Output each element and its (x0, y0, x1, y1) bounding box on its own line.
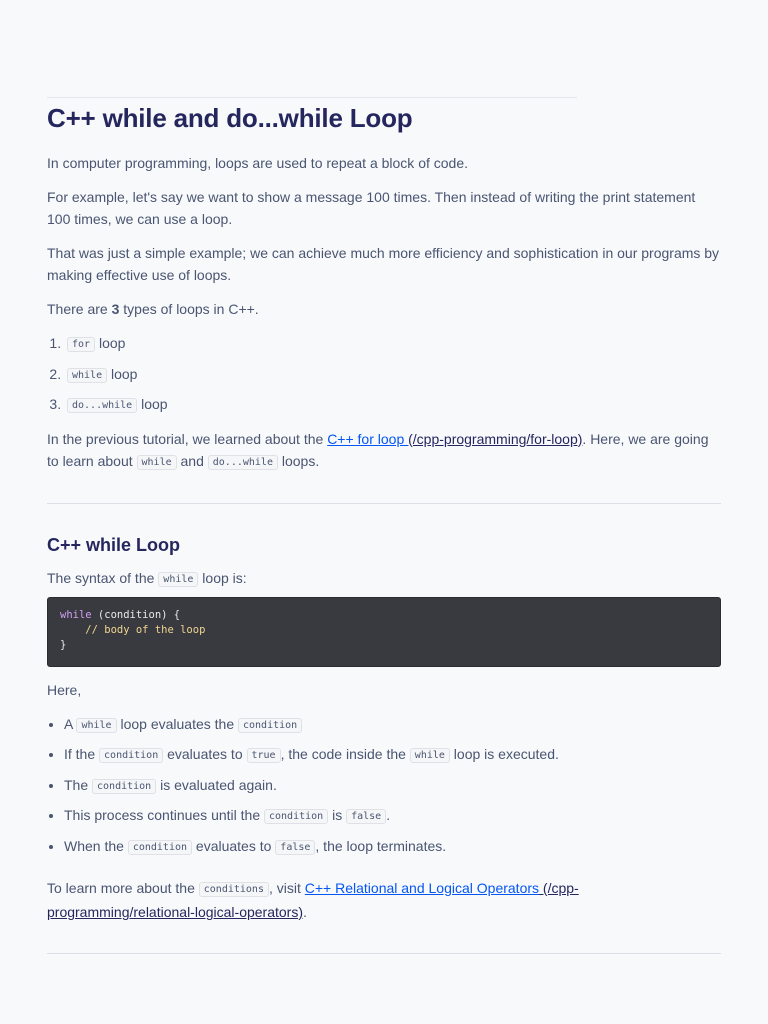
list-item (64, 713, 721, 744)
article-content (47, 100, 721, 954)
types-count: 3 (111, 301, 120, 317)
code-line-1: (condition) { (91, 608, 181, 621)
types-prefix: There are (47, 301, 112, 317)
list-item-text: loop (107, 365, 138, 382)
text-span: A (64, 715, 77, 732)
text-span: is evaluated again. (156, 776, 277, 793)
code-block[interactable] (47, 597, 721, 667)
inline-code: false (275, 840, 315, 855)
inline-code: while (158, 572, 198, 587)
inline-code: true (247, 748, 281, 763)
text-span: is (328, 807, 347, 823)
top-divider (47, 97, 577, 98)
text-span: . Here, we are going to learn about (47, 430, 709, 469)
intro-paragraph-1: In computer programming, loops are used to repeat a block of code. (47, 155, 469, 171)
inline-code: while (137, 455, 177, 470)
loop-types-list (47, 332, 721, 424)
text-span: . (303, 904, 307, 920)
text-span: This process continues until the (64, 807, 264, 823)
operators-link[interactable]: C++ Relational and Logical Operators (304, 880, 540, 896)
code-line-3: } (60, 638, 67, 651)
section-divider (47, 953, 721, 954)
intro-paragraph-3: That was just a simple example; we can achieve much more efficiency and sophistication in our programs by making effective use of loops. (47, 245, 720, 283)
text-span: When the (64, 837, 128, 854)
inline-code: condition (99, 748, 163, 763)
list-item (64, 804, 721, 835)
text-span: loop evaluates the (116, 715, 238, 732)
inline-code: while (410, 748, 450, 763)
inline-code: for (67, 337, 95, 352)
intro-paragraph-2: For example, let's say we want to show a message 100 times. Then instead of writing the print statement 100 times, we can use a loop. (47, 189, 696, 227)
list-item-text: loop (95, 335, 126, 351)
syntax-paragraph (47, 567, 721, 591)
list-item (64, 774, 721, 805)
for-loop-link-url[interactable]: (/cpp-programming/for-loop) (408, 430, 583, 447)
page-title: C++ while and do...while Loop (47, 103, 413, 133)
code-comment: // body of the loop (60, 623, 206, 636)
inline-code: condition (128, 840, 192, 855)
inline-code: condition (238, 718, 302, 733)
operators-link-url[interactable]: (/cpp-programming/relational-logical-operators) (47, 880, 579, 920)
list-item (65, 332, 721, 363)
learn-more-paragraph (47, 877, 721, 923)
list-item (64, 743, 721, 774)
inline-code: while (76, 718, 116, 733)
inline-code: do...while (208, 455, 278, 470)
inline-code: false (346, 809, 386, 824)
list-item (65, 393, 721, 424)
text-span: In the previous tutorial, we learned about the (47, 430, 328, 447)
while-explanation-list (47, 713, 721, 866)
text-span: , the code inside the (280, 746, 410, 762)
inline-code: while (67, 368, 107, 383)
previous-tutorial-paragraph (47, 428, 721, 474)
inline-code: condition (92, 779, 156, 794)
list-item (64, 835, 721, 866)
list-item (65, 363, 721, 394)
list-item-text: loop (137, 396, 168, 412)
inline-code: do...while (67, 398, 137, 413)
text-span: loop is: (198, 569, 247, 586)
text-span: loops. (277, 452, 320, 469)
types-suffix: types of loops in C++. (119, 301, 259, 317)
loop-types-count (47, 298, 721, 320)
text-span: The syntax of the (47, 569, 159, 586)
text-span: loop is executed. (449, 746, 559, 762)
text-span: , visit (268, 880, 305, 896)
text-span: evaluates to (192, 837, 276, 854)
text-span: and (176, 452, 208, 469)
for-loop-link[interactable]: C++ for loop (327, 430, 409, 447)
text-span: evaluates to (163, 746, 247, 762)
text-span: To learn more about the (47, 880, 199, 896)
text-span: . (386, 807, 391, 823)
text-span: If the (64, 746, 100, 762)
section-heading-while: C++ while Loop (47, 534, 181, 555)
here-paragraph: Here, (47, 681, 82, 698)
inline-code: condition (264, 809, 328, 824)
text-span: , the loop terminates. (315, 837, 447, 854)
section-divider (47, 503, 721, 504)
code-keyword: while (60, 608, 92, 621)
text-span: The (64, 776, 93, 793)
inline-code: conditions (199, 882, 269, 897)
